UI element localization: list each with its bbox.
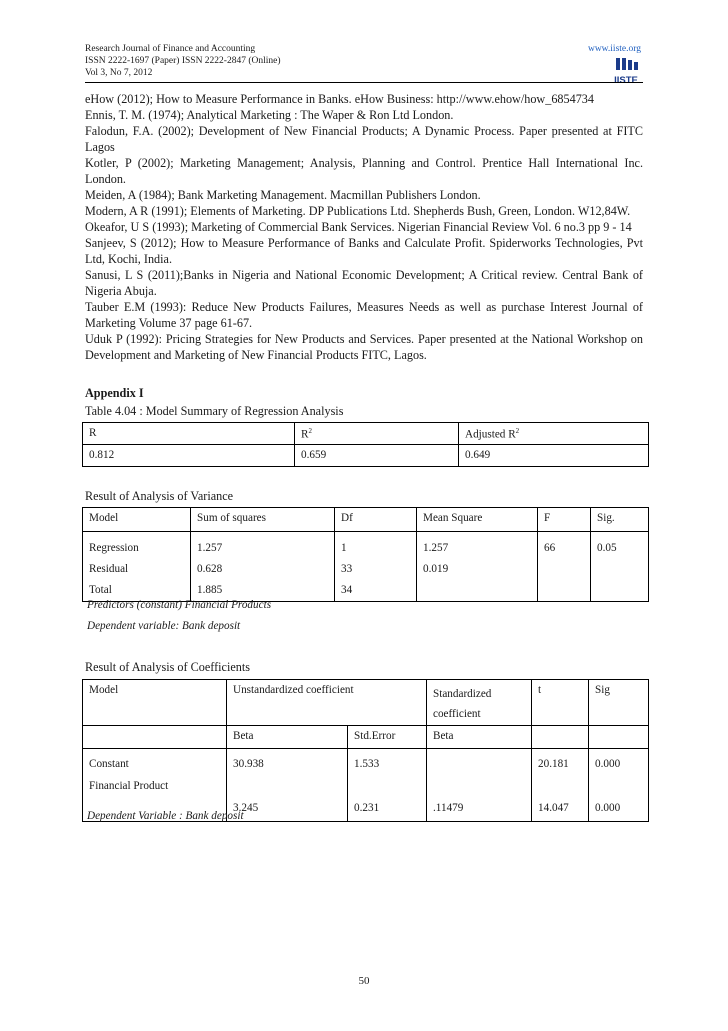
header-cell: Df	[335, 508, 417, 532]
table-header-row	[83, 508, 649, 532]
anova-note-dependent: Dependent variable: Bank deposit	[87, 620, 241, 632]
reference-item: Sanusi, L S (2011);Banks in Nigeria and National Economic Development; A Critical review. Central Bank of Nigeria Abuja.	[85, 268, 643, 298]
header-cell: R	[83, 423, 295, 445]
table-cell: 30.938 3.245	[227, 749, 348, 822]
header-rule	[85, 82, 643, 83]
header-cell: Sum of squares	[191, 508, 335, 532]
table-header-row	[83, 423, 649, 445]
logo-text: IISTE	[614, 75, 638, 86]
header-cell: Model	[83, 680, 227, 726]
reference-item: eHow (2012); How to Measure Performance in Banks. eHow Business: http://www.ehow/how_6854734	[85, 92, 594, 106]
reference-item: Modern, A R (1991); Elements of Marketing. DP Publications Ltd. Shepherds Bush, Green, London. W12,84W.	[85, 204, 631, 218]
table-cell: 66	[538, 532, 591, 602]
reference-item: Sanjeev, S (2012); How to Measure Performance of Banks and Calculate Profit. Spiderworks Technologies, Pvt Ltd, Kochi, India.	[85, 236, 643, 266]
header-cell: t	[532, 680, 589, 726]
references-list	[85, 91, 643, 363]
header-cell: Beta	[427, 726, 532, 749]
model-summary-table	[82, 422, 649, 467]
anova-table	[82, 507, 649, 602]
journal-issn: ISSN 2222-1697 (Paper) ISSN 2222-2847 (Online)	[85, 56, 281, 66]
reference-item: Ennis, T. M. (1974); Analytical Marketing : The Waper & Ron Ltd London.	[85, 108, 454, 122]
reference-item: Uduk P (1992): Pricing Strategies for New Products and Services. Paper presented at the National Workshop on Development and Marketing of New Financial Products FITC, Lagos.	[85, 332, 643, 362]
header-cell: Standardized coefficient	[427, 680, 532, 726]
table-cell	[589, 726, 649, 749]
table-cell: 1.257 0.019	[417, 532, 538, 602]
coefficients-table	[82, 679, 649, 822]
header-cell: Sig	[589, 680, 649, 726]
header-cell: Std.Error	[348, 726, 427, 749]
table-row	[83, 445, 649, 467]
reference-item: Kotler, P (2002); Marketing Management; Analysis, Planning and Control. Prentice Hall International Inc. London.	[85, 156, 643, 186]
reference-item: Tauber E.M (1993): Reduce New Products Failures, Measures Needs as well as purchase Interest Journal of Marketing Volume 37 page 61-67.	[85, 300, 643, 330]
anova-caption: Result of Analysis of Variance	[85, 489, 234, 503]
table-cell: .11479	[427, 749, 532, 822]
table-cell	[532, 726, 589, 749]
website-link[interactable]: www.iiste.org	[587, 44, 641, 54]
model-summary-caption: Table 4.04 : Model Summary of Regression Analysis	[85, 404, 344, 418]
table-cell: Regression Residual Total	[83, 532, 191, 602]
table-header-row	[83, 680, 649, 726]
table-cell: Constant Financial Product	[83, 749, 227, 822]
reference-item: Meiden, A (1984); Bank Marketing Management. Macmillan Publishers London.	[85, 188, 481, 202]
coefficients-note: Dependent Variable : Bank deposit	[87, 810, 244, 822]
table-subheader-row	[83, 726, 649, 749]
reference-item: Falodun, F.A. (2002); Development of New Financial Products; A Dynamic Process. Paper presented at FITC Lagos	[85, 124, 643, 154]
header-cell: Beta	[227, 726, 348, 749]
page-number: 50	[358, 975, 370, 987]
table-cell: 0.05	[591, 532, 649, 602]
table-cell	[83, 726, 227, 749]
table-cell: 1 33 34	[335, 532, 417, 602]
table-cell: 1.533 0.231	[348, 749, 427, 822]
table-cell: 1.257 0.628 1.885	[191, 532, 335, 602]
header-cell: Unstandardized coefficient	[227, 680, 427, 726]
header-cell: F	[538, 508, 591, 532]
journal-volume: Vol 3, No 7, 2012	[85, 68, 153, 78]
coefficients-caption: Result of Analysis of Coefficients	[85, 660, 250, 674]
table-cell: 0.812	[83, 445, 295, 467]
table-cell: 0.649	[459, 445, 649, 467]
table-cell: 0.659	[295, 445, 459, 467]
appendix-title: Appendix I	[85, 386, 144, 400]
anova-note-predictors: Predictors (constant) Financial Products	[87, 599, 272, 611]
reference-item: Okeafor, U S (1993); Marketing of Commercial Bank Services. Nigerian Financial Review Vol. 6 no.3 pp 9 - 14	[85, 220, 632, 234]
header-cell: Adjusted $R^2$	[459, 423, 649, 445]
header-cell: Model	[83, 508, 191, 532]
table-row	[83, 532, 649, 602]
header-cell: $R^2$	[295, 423, 459, 445]
header-cell: Mean Square	[417, 508, 538, 532]
table-cell: 0.000 0.000	[589, 749, 649, 822]
header-cell: Sig.	[591, 508, 649, 532]
journal-title: Research Journal of Finance and Accounting	[85, 44, 256, 54]
table-cell: 20.181 14.047	[532, 749, 589, 822]
